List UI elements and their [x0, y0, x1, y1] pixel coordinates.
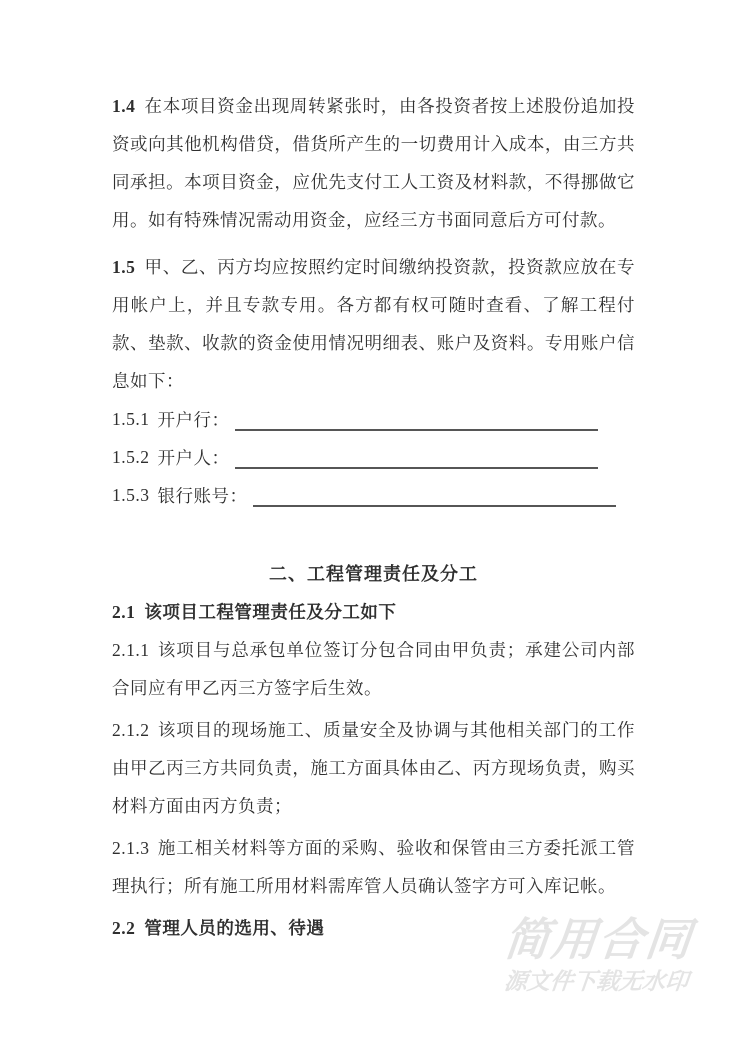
clause-1-4: [112, 87, 635, 239]
field-number: 1.5.2: [112, 446, 150, 467]
section-2-heading: 二、工程管理责任及分工: [269, 564, 478, 584]
clause-2-1-2: [112, 711, 635, 825]
clause-text: 施工相关材料等方面的采购、验收和保管由三方委托派工管理执行；所有施工所用材料需库管人员确认签字方可入库记帐。: [112, 838, 635, 896]
clause-text: 在本项目资金出现周转紧张时，由各投资者按上述股份追加投资或向其他机构借贷，借货所产生的一切费用计入成本，由三方共同承担。本项目资金，应优先支付工人工资及材料款，不得挪做它用。如有特殊情况需动用资金，应经三方书面同意后方可付款。: [112, 96, 635, 230]
clause-text: 该项目与总承包单位签订分包合同由甲负责；承建公司内部合同应有甲乙丙三方签字后生效。: [112, 640, 635, 698]
watermark-subtitle: 源文件下载无水印: [502, 968, 690, 994]
clause-number: 2.1: [112, 602, 136, 622]
clause-2-1-heading: [112, 593, 635, 631]
contract-page-body: [112, 87, 635, 947]
field-account-holder: [112, 438, 635, 476]
clause-text: 该项目工程管理责任及分工如下: [144, 602, 397, 622]
clause-number: 2.1.2: [112, 720, 150, 740]
clause-1-5: [112, 248, 635, 400]
clause-number: 2.1.3: [112, 838, 150, 858]
watermark-title: 简用合同: [501, 914, 696, 965]
fill-in-line: [235, 445, 598, 469]
field-number: 1.5.3: [112, 484, 150, 505]
clause-text: 该项目的现场施工、质量安全及协调与其他相关部门的工作由甲乙丙三方共同负责，施工方面具体由乙、丙方现场负责，购买材料方面由丙方负责；: [112, 720, 635, 816]
clause-2-1-1: [112, 631, 635, 707]
field-bank-branch: [112, 400, 635, 438]
field-label: 银行账号：: [157, 485, 248, 506]
clause-number: 2.2: [112, 918, 136, 938]
clause-number: 1.5: [112, 257, 136, 277]
field-bank-account-number: [112, 476, 635, 514]
clause-2-1-3: [112, 829, 635, 905]
fill-in-line: [235, 407, 598, 431]
field-number: 1.5.1: [112, 408, 150, 429]
clause-text: 管理人员的选用、待遇: [144, 918, 325, 938]
clause-text: 甲、乙、丙方均应按照约定时间缴纳投资款，投资款应放在专用帐户上，并且专款专用。各方都有权可随时查看、了解工程付款、垫款、收款的资金使用情况明细表、账户及资料。专用账户信息如下：: [112, 257, 635, 391]
field-label: 开户行：: [157, 409, 230, 430]
fill-in-line: [253, 483, 616, 507]
clause-number: 1.4: [112, 96, 136, 116]
watermark: [499, 914, 696, 994]
field-label: 开户人：: [157, 447, 230, 468]
clause-number: 2.1.1: [112, 640, 150, 660]
